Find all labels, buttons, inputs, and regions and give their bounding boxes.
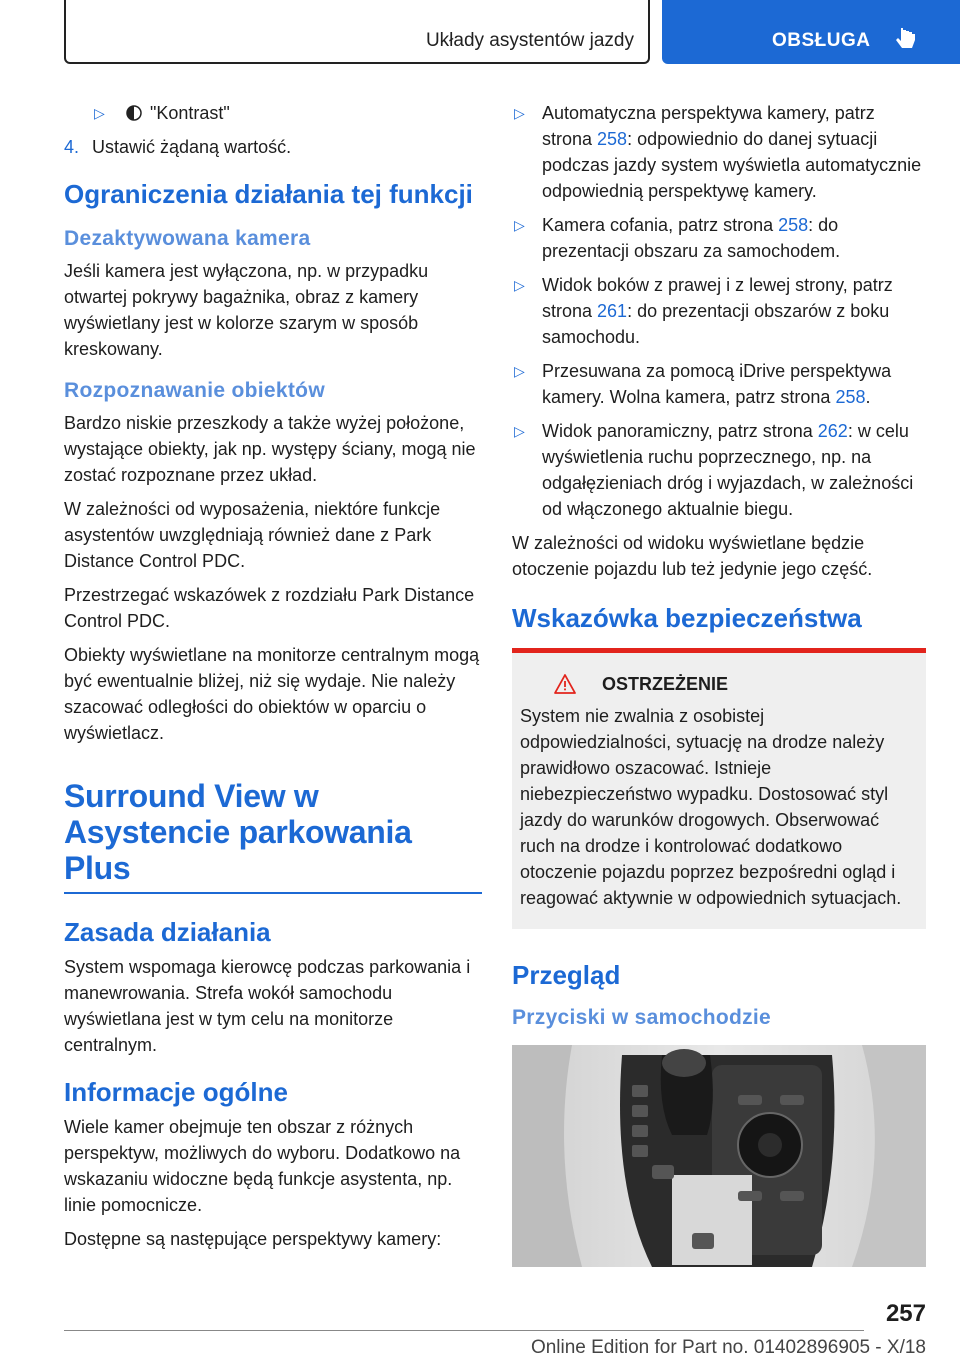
section-label: OBSŁUGA bbox=[772, 30, 871, 51]
heading-general: Informacje ogólne bbox=[64, 1077, 288, 1107]
chapter-title: Układy asystentów jazdy bbox=[425, 30, 634, 51]
heading-safety: Wskazówka bezpieczeństwa bbox=[512, 603, 862, 633]
heading-principle: Zasada działania bbox=[64, 917, 271, 947]
list-text: Widok boków z prawej i z lewej strony, patrz strona bbox=[542, 275, 893, 321]
heading-deactivated-camera: Dezaktywowana kamera bbox=[64, 227, 311, 250]
bullet-triangle-icon: ▷ bbox=[514, 363, 525, 379]
step-bullet-text: "Kontrast" bbox=[150, 103, 230, 123]
right-column bbox=[512, 100, 926, 1267]
list-text: Widok panoramiczny, patrz strona bbox=[542, 421, 818, 441]
warning-box bbox=[512, 648, 926, 929]
step-number: 4. bbox=[64, 137, 80, 157]
list-item bbox=[512, 272, 926, 350]
page-link[interactable]: 258 bbox=[835, 387, 866, 407]
paragraph: Przestrzegać wskazówek z rozdziału Park Distance Control PDC. bbox=[64, 585, 475, 631]
list-text: Kamera cofania, patrz strona bbox=[542, 215, 779, 235]
hand-pointer-icon bbox=[894, 26, 918, 54]
list-text: : odpowiednio do danej sytuacji podczas jazdy system wyświetla automatycznie odpowiednią perspektywę kamery. bbox=[542, 129, 922, 201]
paragraph: System wspomaga kierowcę podczas parkowania i manewrowania. Strefa wokół samochodu wyświetlana jest w tym celu na monitorze centralnym. bbox=[64, 957, 471, 1055]
page-link[interactable]: 258 bbox=[778, 215, 809, 235]
list-item bbox=[512, 100, 926, 204]
list-text: : w celu wyświetlenia ruchu poprzecznego, np. na odgałęzieniach dróg i wyjazdach, w zależności od włączonego aktualnie biegu. bbox=[542, 421, 914, 519]
page-link[interactable]: 262 bbox=[817, 421, 848, 441]
center-console-photo bbox=[512, 1045, 926, 1267]
list-item bbox=[512, 358, 926, 410]
bullet-triangle-icon: ▷ bbox=[514, 105, 525, 121]
list-text: : do prezentacji obszarów z boku samochodu. bbox=[542, 301, 890, 347]
paragraph: Jeśli kamera jest wyłączona, np. w przypadku otwartej pokrywy bagażnika, obraz z kamery wyświetlany jest w kolorze szarym w sposób kreskowany. bbox=[64, 261, 429, 359]
heading-object-detection: Rozpoznawanie obiektów bbox=[64, 379, 325, 402]
paragraph: W zależności od wyposażenia, niektóre funkcje asystentów uwzględniają również dane z Park Distance Control PDC. bbox=[64, 499, 441, 571]
paragraph: Obiekty wyświetlane na monitorze centralnym mogą być ewentualnie bliżej, niż się wydaje. Nie należy szacować odległości do obiektów w oparciu o wyświetlacz. bbox=[64, 645, 480, 743]
warning-title bbox=[520, 671, 916, 697]
heading-overview: Przegląd bbox=[512, 960, 621, 990]
paragraph: W zależności od widoku wyświetlane będzie otoczenie pojazdu lub też jedynie jego część. bbox=[512, 533, 873, 579]
bullet-triangle-icon: ▷ bbox=[514, 217, 525, 233]
numbered-step bbox=[64, 134, 482, 160]
section-tab[interactable] bbox=[662, 0, 960, 64]
paragraph: Dostępne są następujące perspektywy kamery: bbox=[64, 1229, 442, 1249]
page-number: 257 bbox=[885, 1300, 926, 1327]
warning-text: System nie zwalnia z osobistej odpowiedzialności, sytuację na drodze należy prawidłowo oszacować. Istnieje niebezpieczeństwo wypadku. Dostosować styl jazdy do warunków drogowych. Obserwować ruch na drodze i kontrolować dodatkowo otoczenie pojazdu poprzez bezpośredni ogląd i reagować aktywnie w odpowiednich sytuacjach. bbox=[520, 706, 902, 908]
list-text: : do prezentacji obszaru za samochodem. bbox=[542, 215, 841, 261]
paragraph: Wiele kamer obejmuje ten obszar z różnych perspektyw, możliwych do wyboru. Dodatkowo na wskazaniu widoczne będą funkcje asystenta, np. linie pomocnicze. bbox=[64, 1117, 461, 1215]
paragraph: Bardzo niskie przeszkody a także wyżej położone, wystające obiekty, jak np. występy ściany, mogą nie zostać rozpoznane przez układ. bbox=[64, 413, 476, 485]
list-item bbox=[512, 212, 926, 264]
footer-rule bbox=[64, 1330, 864, 1331]
list-text: Przesuwana za pomocą iDrive perspektywa kamery. Wolna kamera, patrz strona bbox=[542, 361, 892, 407]
heading-buttons: Przyciski w samochodzie bbox=[512, 1006, 772, 1029]
bullet-triangle-icon: ▷ bbox=[514, 423, 525, 439]
page-link[interactable]: 258 bbox=[597, 129, 628, 149]
step-text: Ustawić żądaną wartość. bbox=[92, 137, 292, 157]
list-text: . bbox=[865, 387, 871, 407]
warning-label: OSTRZEŻENIE bbox=[602, 674, 729, 694]
header-box bbox=[64, 0, 650, 64]
list-item bbox=[512, 418, 926, 522]
contrast-icon bbox=[126, 105, 142, 121]
footer-edition: Online Edition for Part no. 01402896905 - X/18 bbox=[530, 1337, 926, 1358]
bullet-triangle-icon: ▷ bbox=[514, 277, 525, 293]
page-link[interactable]: 261 bbox=[597, 301, 628, 321]
left-column bbox=[64, 100, 482, 1260]
bullet-triangle-icon: ▷ bbox=[94, 105, 105, 121]
list-text: Automatyczna perspektywa kamery, patrz strona bbox=[542, 103, 875, 149]
warning-triangle-icon bbox=[554, 674, 576, 694]
chapter-heading: Surround View w Asystencie parkowania Plus bbox=[64, 778, 482, 894]
heading-limits: Ograniczenia działania tej funkcji bbox=[64, 179, 473, 209]
list-item bbox=[64, 100, 482, 126]
